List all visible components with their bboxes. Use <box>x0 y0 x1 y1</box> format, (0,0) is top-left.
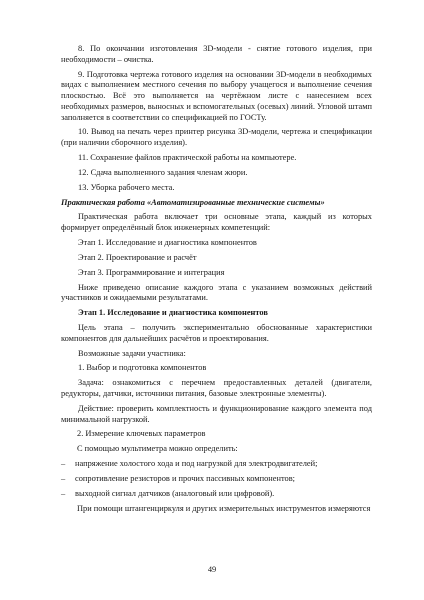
list-item <box>61 459 372 470</box>
task-1-heading: 1. Выбор и подготовка компонентов <box>78 363 207 373</box>
stage-2-item: Этап 2. Проектирование и расчёт <box>78 252 197 262</box>
stage-1-heading: Этап 1. Исследование и диагностика компонентов <box>78 308 268 318</box>
paragraph-step-13: 13. Уборка рабочего места. <box>78 182 175 192</box>
dash-marker: – <box>61 488 66 498</box>
page-number: 49 <box>207 565 217 574</box>
list-item <box>61 489 372 500</box>
paragraph-stage-goal: Цель этапа – получить экспериментально обоснованные характеристики компонентов для дальнейших расчётов и проектирования. <box>61 322 372 343</box>
list-item <box>61 474 372 485</box>
paragraph-multimeter: С помощью мультиметра можно определить: <box>77 444 238 454</box>
paragraph-step-8: 8. По окончании изготовления 3D-модели - снятие готового изделия, при необходимости – очистка. <box>61 44 372 64</box>
list-item-text: выходной сигнал датчиков (аналоговый или цифровой). <box>75 488 275 498</box>
paragraph-description-note: Ниже приведено описание каждого этапа с указанием возможных действий участников и ожидаемыми результатами. <box>61 282 372 303</box>
list-item-text: сопротивление резисторов и прочих пассивных компонентов; <box>75 473 295 483</box>
page-body <box>61 44 372 519</box>
stage-1-item: Этап 1. Исследование и диагностика компонентов <box>78 238 257 247</box>
dash-marker: – <box>61 459 66 469</box>
stage-3-item: Этап 3. Программирование и интеграция <box>78 267 225 277</box>
paragraph-step-9: 9. Подготовка чертежа готового изделия на основании 3D-модели в необходимых видах с выполнением местного сечения по выбору учащегося и выполнение сечения плоскостью. Всё это выполняется на чертёжном листе с нанесением всех необходимых размеров, выносных и вспомогательных (осевых) линий. Угловой штамп заполняется в соответствии со спецификацией по ГОСТу. <box>61 69 372 122</box>
paragraph-action: Действие: проверить комплектность и функционирование каждого элемента под минимальной нагрузкой. <box>61 403 372 424</box>
paragraph-task: Задача: ознакомиться с перечнем предоставленных деталей (двигатели, редукторы, датчики, источники питания, базовые электронные элементы). <box>61 378 372 398</box>
paragraph-intro: Практическая работа включает три основные этапа, каждый из которых формирует определённый блок инженерных компетенций: <box>61 212 372 233</box>
paragraph-caliper: При помощи штангенциркуля и других измерительных инструментов измеряются <box>77 503 371 513</box>
list-item-text: напряжение холостого хода и под нагрузкой для электродвигателей; <box>75 459 318 469</box>
paragraph-step-10: 10. Вывод на печать через принтер рисунка 3D-модели, чертежа и спецификации (при наличии сборочного изделия). <box>61 127 372 148</box>
paragraph-step-12: 12. Сдача выполненного задания членам жюри. <box>78 167 248 177</box>
task-2-heading: 2. Измерение ключевых параметров <box>77 429 206 439</box>
dash-marker: – <box>61 473 66 483</box>
paragraph-step-11: 11. Сохранение файлов практической работы на компьютере. <box>78 153 297 163</box>
paragraph-possible-tasks: Возможные задачи участника: <box>78 348 186 358</box>
section-heading-practical-work: Практическая работа «Автоматизированные технические системы» <box>61 197 325 207</box>
